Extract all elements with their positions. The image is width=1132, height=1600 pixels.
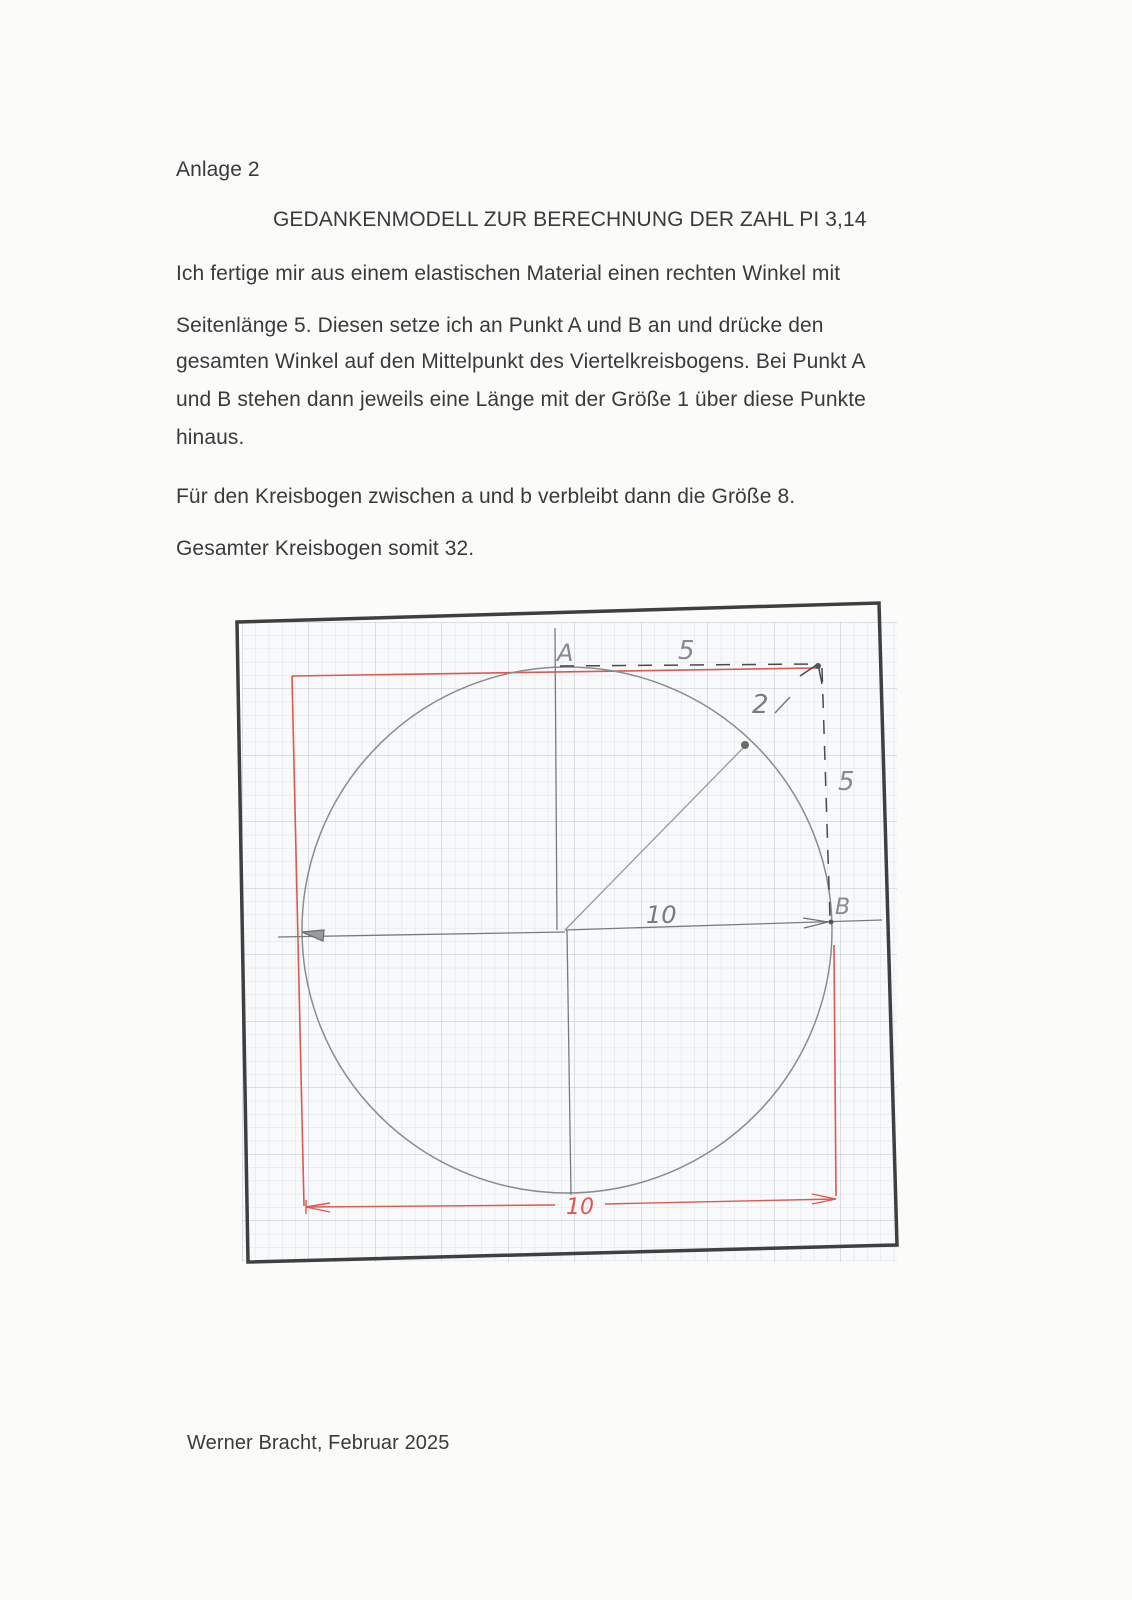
label-top-side: 5 bbox=[678, 636, 695, 666]
arc-midpoint bbox=[741, 741, 749, 749]
paragraph-line-1: Ich fertige mir aus einem elastischen Material einen rechten Winkel mit bbox=[176, 262, 841, 285]
graph-paper bbox=[242, 622, 897, 1262]
paragraph-line-5: hinaus. bbox=[176, 426, 245, 449]
label-diagonal: 2 bbox=[752, 690, 769, 720]
corner-point bbox=[815, 663, 821, 669]
label-right-side: 5 bbox=[838, 767, 855, 797]
arc-remaining-line: Für den Kreisbogen zwischen a und b verbleibt dann die Größe 8. bbox=[176, 485, 796, 508]
paragraph-line-3: gesamten Winkel auf den Mittelpunkt des Viertelkreisbogens. Bei Punkt A bbox=[176, 350, 866, 373]
point-b-label: B bbox=[835, 895, 851, 920]
total-arc-line: Gesamter Kreisbogen somit 32. bbox=[176, 537, 475, 560]
document-title: GEDANKENMODELL ZUR BERECHNUNG DER ZAHL PI 3,14 bbox=[273, 208, 867, 231]
appendix-label: Anlage 2 bbox=[176, 158, 260, 181]
point-a-label: A bbox=[557, 639, 574, 667]
footer-signature: Werner Bracht, Februar 2025 bbox=[187, 1432, 450, 1454]
point-b-dot bbox=[829, 920, 834, 925]
paragraph-line-4: und B stehen dann jeweils eine Länge mit der Größe 1 über diese Punkte bbox=[176, 388, 866, 411]
label-bottom-width: 10 bbox=[566, 1195, 594, 1220]
label-radius: 10 bbox=[646, 901, 677, 929]
paragraph-line-2: Seitenlänge 5. Diesen setze ich an Punkt A und B an und drücke den bbox=[176, 314, 824, 337]
